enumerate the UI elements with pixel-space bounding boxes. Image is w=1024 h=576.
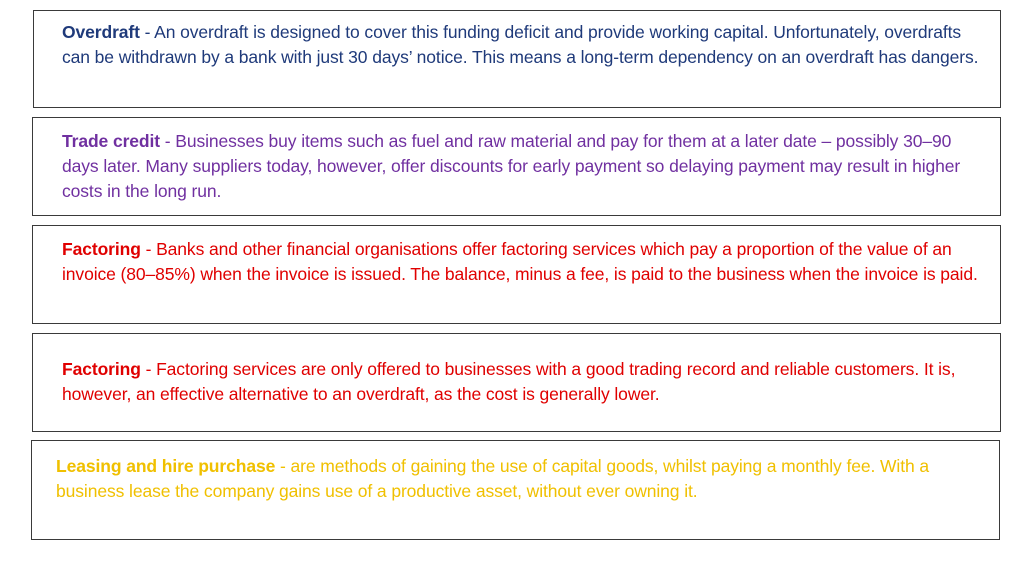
overdraft-card: [33, 10, 1001, 108]
card-text: - An overdraft is designed to cover this funding deficit and provide working capital. Unfortunately, overdrafts can be withdrawn by a bank with just 30 days’ notice. This means a long-term dependency on an overdraft has dangers.: [62, 22, 979, 67]
card-term: Trade credit: [62, 131, 161, 151]
card-text: - are methods of gaining the use of capital goods, whilst paying a monthly fee. With a business lease the company gains use of a productive asset, without ever owning it.: [56, 456, 929, 501]
card-term: Factoring: [62, 359, 141, 379]
card-term: Overdraft: [62, 22, 140, 42]
card-text: - Banks and other financial organisations offer factoring services which pay a proportion of the value of an invoice (80–85%) when the invoice is issued. The balance, minus a fee, is paid to the business when the invoice is paid.: [62, 239, 978, 284]
card-text: - Factoring services are only offered to businesses with a good trading record and reliable customers. It is, however, an effective alternative to an overdraft, as the cost is generally lower.: [62, 359, 956, 404]
factoring-card-2: [32, 333, 1001, 432]
card-text: - Businesses buy items such as fuel and raw material and pay for them at a later date – possibly 30–90 days later. Many suppliers today, however, offer discounts for early payment so delaying payment may result in higher costs in the long run.: [62, 131, 961, 201]
leasing-card: [31, 440, 1000, 540]
card-term: Factoring: [62, 239, 141, 259]
factoring-card-1: [32, 225, 1001, 324]
card-term: Leasing and hire purchase: [56, 456, 276, 476]
trade-credit-card: [32, 117, 1001, 216]
